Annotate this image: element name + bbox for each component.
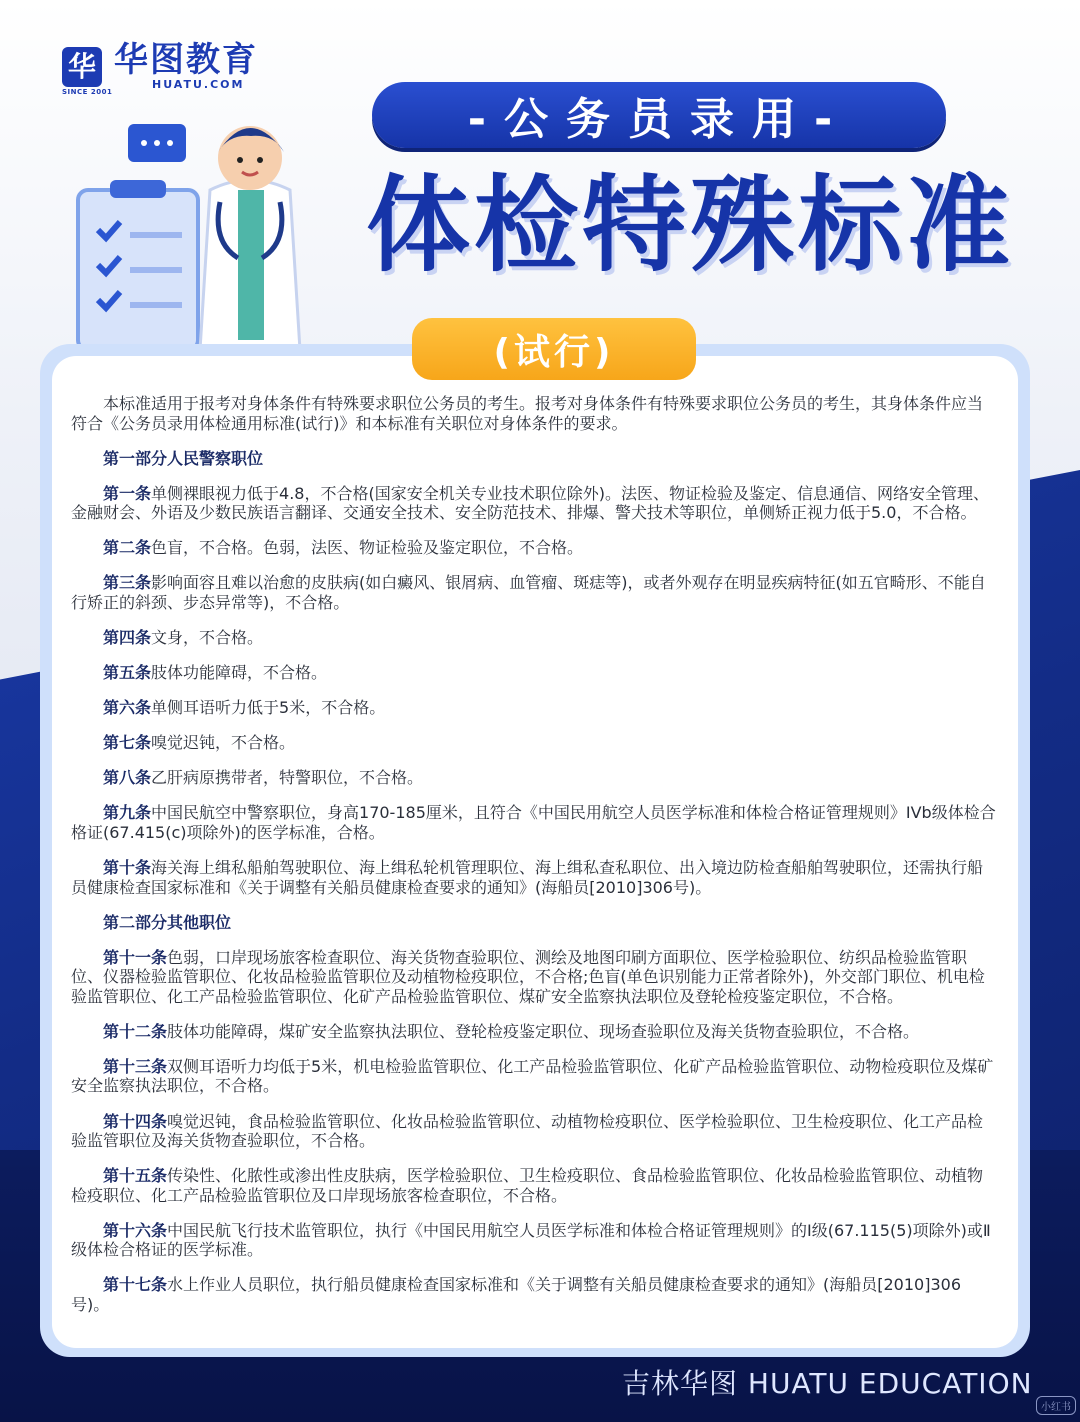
article-text: 嗅觉迟钝，食品检验监管职位、化妆品检验监管职位、动植物检疫职位、医学检验职位、卫生检疫职位、化工产品检验监管职位及海关货物查验职位，不合格。 — [71, 1111, 984, 1150]
footer-brand: 吉林华图 HUATU EDUCATION — [622, 1367, 1033, 1400]
article-text: 色盲，不合格。色弱，法医、物证检验及鉴定职位，不合格。 — [151, 538, 584, 558]
article-text: 中国民航空中警察职位，身高170-185厘米，且符合《中国民用航空人员医学标准和体检合格证管理规则》IVb级体检合格证(67.415(c)项除外)的医学标准，合格。 — [71, 803, 996, 842]
article-text: 文身，不合格。 — [151, 627, 264, 647]
article-number: 第七条 — [103, 733, 152, 753]
article-text: 嗅觉迟钝，不合格。 — [151, 733, 296, 753]
article — [71, 538, 997, 558]
article-number: 第十二条 — [103, 1021, 168, 1041]
article-text: 影响面容且难以治愈的皮肤病(如白癜风、银屑病、血管瘤、斑痣等)，或者外观存在明显疾病特征(如五官畸形、不能自行矫正的斜颈、步态异常等)，不合格。 — [71, 573, 986, 612]
article — [71, 1166, 997, 1205]
logo-icon: 华 — [62, 47, 102, 87]
article — [71, 858, 997, 897]
section-heading: 第一部分人民警察职位 — [103, 448, 264, 468]
article-text: 传染性、化脓性或渗出性皮肤病，医学检验职位、卫生检疫职位、食品检验监管职位、化妆品检验监管职位、动植物检疫职位、化工产品检验监管职位及口岸现场旅客检查职位，不合格。 — [71, 1166, 984, 1205]
article — [71, 663, 997, 683]
article — [71, 1221, 997, 1260]
article — [71, 733, 997, 753]
article-text: 色弱，口岸现场旅客检查职位、海关货物查验职位、测绘及地图印刷方面职位、医学检验职位、纺织品检验监管职位、仪器检验监管职位、化妆品检验监管职位及动植物检疫职位，不合格;色盲(单色识别能力正常者除外)，外交部门职位、机电检验监管职位、化工产品检验监管职位、化矿产品检验监管职位、煤矿安全监察执法职位及登轮检疫鉴定职位，不合格。 — [71, 947, 985, 1006]
banner-text: -公务员录用- — [467, 94, 851, 145]
article — [71, 1275, 997, 1314]
article-number: 第一条 — [103, 483, 152, 503]
article-number: 第九条 — [103, 803, 152, 823]
article-number: 第四条 — [103, 627, 152, 647]
subtitle-badge — [412, 318, 696, 380]
article-text: 双侧耳语听力均低于5米，机电检验监管职位、化工产品检验监管职位、化矿产品检验监管职位、动物检疫职位及煤矿安全监察执法职位，不合格。 — [71, 1056, 994, 1096]
subtitle-text: (试行) — [493, 331, 615, 373]
article — [71, 573, 997, 612]
article-number: 第十三条 — [103, 1056, 168, 1076]
article-text: 肢体功能障碍，不合格。 — [151, 663, 328, 683]
article-text: 海关海上缉私船舶驾驶职位、海上缉私轮机管理职位、海上缉私查私职位、出入境边防检查船舶驾驶职位，还需执行船员健康检查国家标准和《关于调整有关船员健康检查要求的通知》(海船员[2010]306号)。 — [71, 858, 984, 897]
article — [71, 803, 997, 842]
section-heading: 第二部分其他职位 — [103, 912, 232, 932]
article-text: 单侧耳语听力低于5米，不合格。 — [151, 698, 386, 718]
article-number: 第十四条 — [103, 1111, 168, 1131]
article-number: 第二条 — [103, 538, 152, 558]
category-banner — [372, 82, 946, 148]
doctor-illustration — [60, 110, 350, 350]
article-number: 第十一条 — [103, 947, 168, 967]
article-text: 肢体功能障碍，煤矿安全监察执法职位、登轮检疫鉴定职位、现场查验职位及海关货物查验职位，不合格。 — [167, 1021, 920, 1041]
article-number: 第十条 — [103, 858, 152, 878]
intro-paragraph: 本标准适用于报考对身体条件有特殊要求职位公务员的考生。报考对身体条件有特殊要求职位公务员的考生，其身体条件应当符合《公务员录用体检通用标准(试行)》和本标准有关职位对身体条件的要求。 — [71, 394, 984, 433]
watermark: 小红书 — [1036, 1396, 1076, 1415]
logo-since: SINCE 2001 — [62, 88, 113, 96]
article-text: 中国民航飞行技术监管职位，执行《中国民用航空人员医学标准和体检合格证管理规则》的Ⅰ级(67.115(5)项除外)或Ⅱ级体检合格证的医学标准。 — [71, 1220, 991, 1260]
article-number: 第八条 — [103, 768, 152, 788]
article-number: 第十六条 — [103, 1220, 168, 1240]
article-text: 乙肝病原携带者，特警职位，不合格。 — [151, 768, 424, 788]
page-title: 体检特殊标准 — [365, 164, 1014, 286]
article — [71, 1057, 997, 1096]
article-number: 第十五条 — [103, 1166, 168, 1186]
brand-logo — [62, 40, 258, 96]
article-number: 第三条 — [103, 573, 152, 593]
article — [71, 628, 997, 648]
article — [71, 768, 997, 788]
article — [71, 698, 997, 718]
article-number: 第十七条 — [103, 1275, 168, 1295]
article-text: 单侧裸眼视力低于4.8，不合格(国家安全机关专业技术职位除外)。法医、物证检验及鉴定、信息通信、网络安全管理、金融财会、外语及少数民族语言翻译、交通安全技术、安全防范技术、排爆、警犬技术等职位，单侧矫正视力低于5.0，不合格。 — [71, 483, 989, 523]
document-body — [71, 394, 997, 1330]
logo-name-cn: 华图教育 — [114, 40, 258, 80]
article-number: 第六条 — [103, 698, 152, 718]
article — [71, 948, 997, 1007]
article-text: 水上作业人员职位，执行船员健康检查国家标准和《关于调整有关船员健康检查要求的通知》(海船员[2010]306号)。 — [71, 1275, 962, 1314]
article — [71, 484, 997, 523]
logo-name-en: HUATU.COM — [152, 78, 245, 91]
article — [71, 1112, 997, 1151]
article-number: 第五条 — [103, 663, 152, 683]
article — [71, 1022, 997, 1042]
